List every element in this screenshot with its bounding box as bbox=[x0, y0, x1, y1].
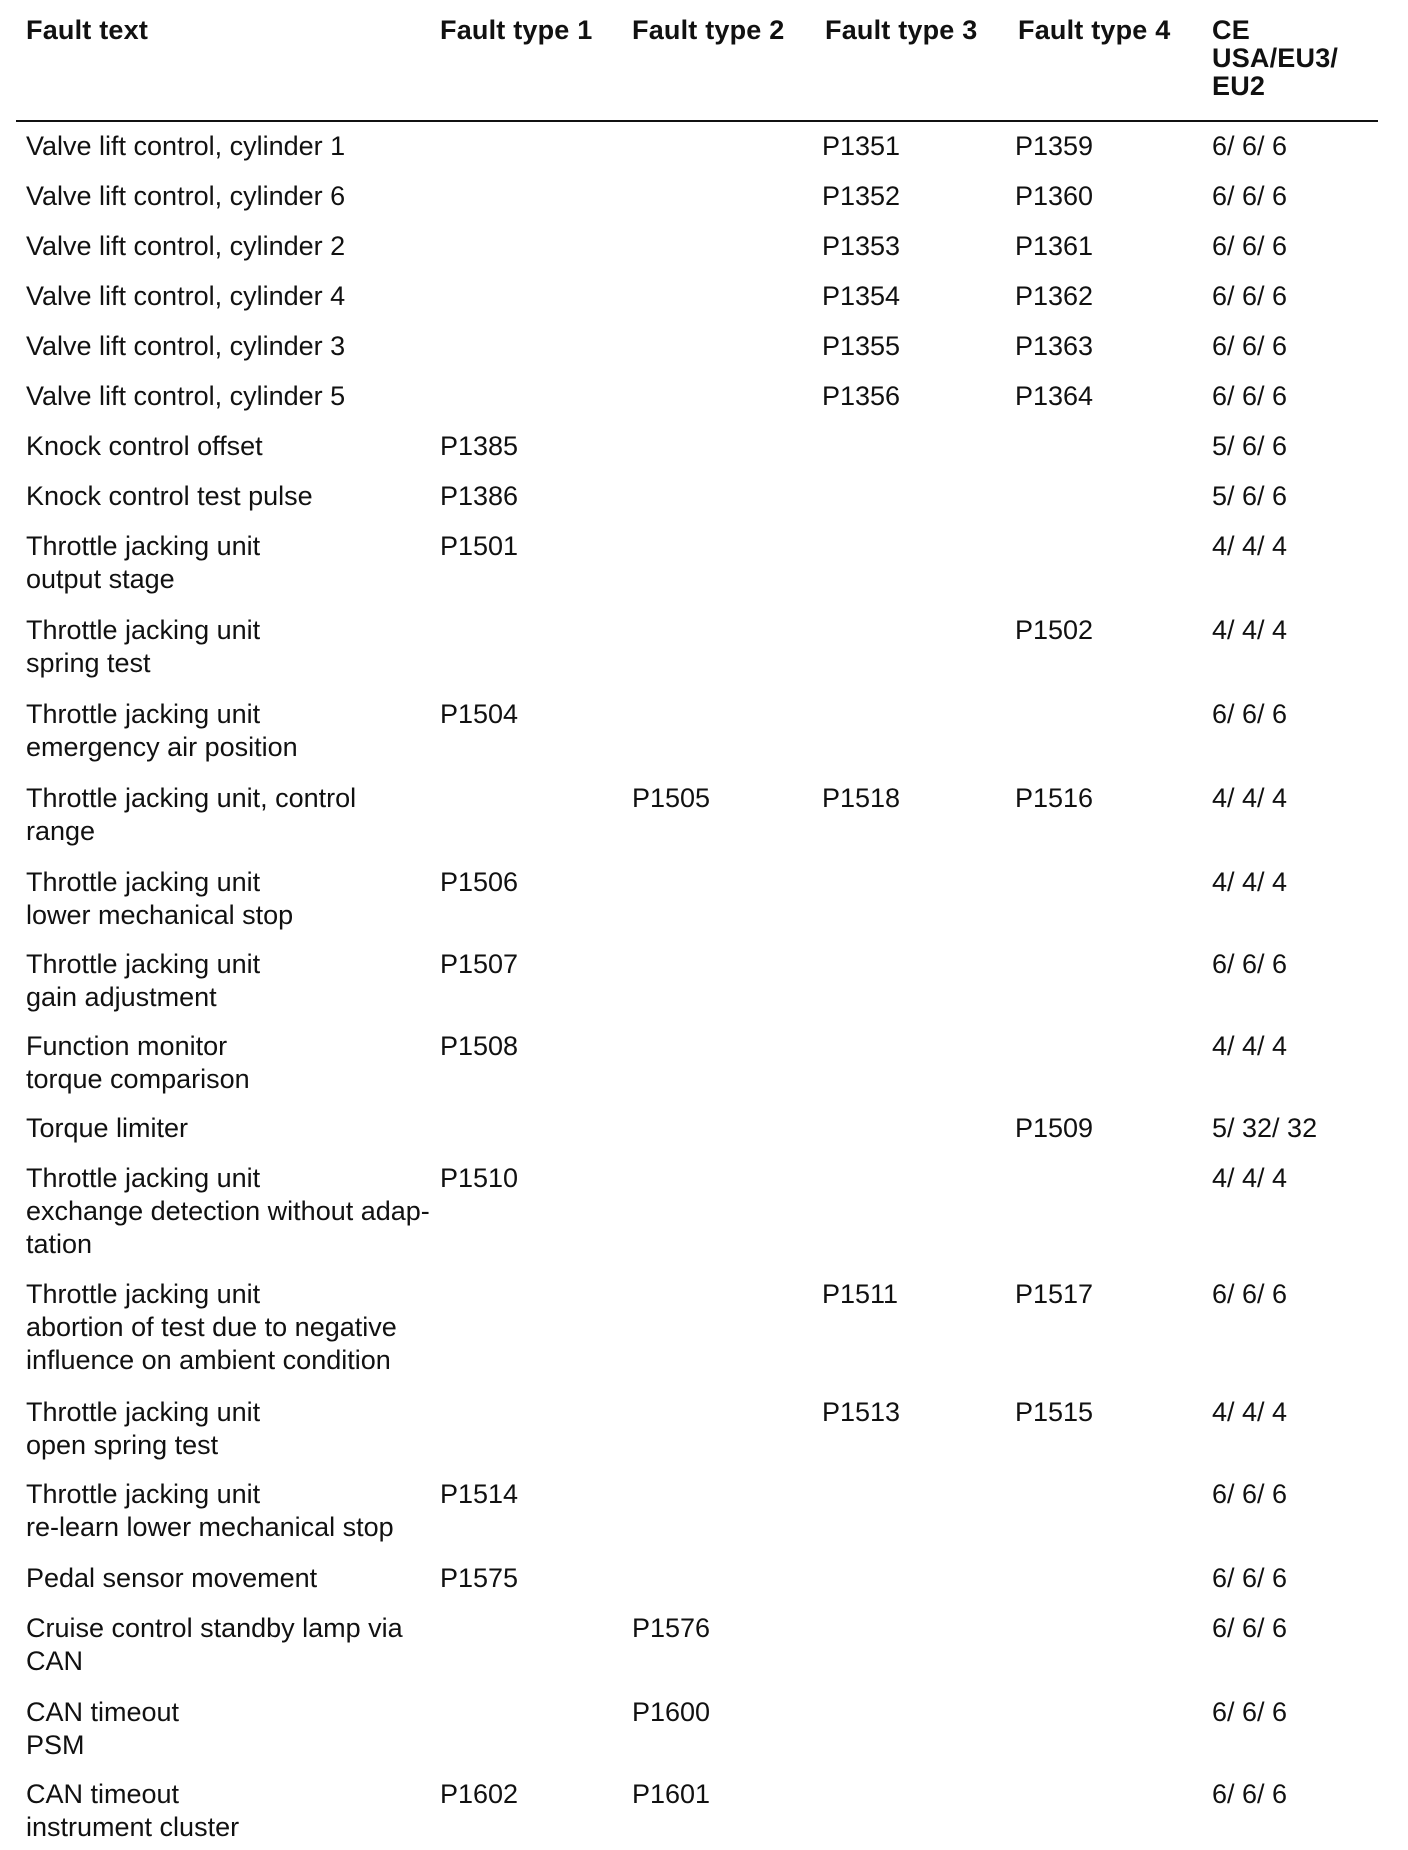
fault-text-cell bbox=[26, 230, 345, 263]
fault-text-line: CAN bbox=[26, 1646, 84, 1676]
fault-type-4-cell: P1362 bbox=[1015, 281, 1094, 311]
fault-text-line: gain adjustment bbox=[26, 982, 217, 1012]
fault-text-cell bbox=[26, 530, 260, 596]
fault-text-cell bbox=[26, 866, 293, 932]
fault-text-line: Valve lift control, cylinder 3 bbox=[26, 331, 346, 361]
fault-type-3-cell: P1511 bbox=[822, 1279, 899, 1309]
fault-text-line: emergency air position bbox=[26, 732, 298, 762]
header-ce-line-3: EU2 bbox=[1212, 71, 1266, 101]
fault-text-line: Function monitor bbox=[26, 1031, 228, 1061]
fault-text-line: Valve lift control, cylinder 5 bbox=[26, 381, 346, 411]
fault-text-line: instrument cluster bbox=[26, 1812, 240, 1842]
fault-type-1-cell: P1514 bbox=[440, 1479, 519, 1509]
fault-text-line: Pedal sensor movement bbox=[26, 1563, 318, 1593]
ce-value-cell: 4/ 4/ 4 bbox=[1212, 783, 1288, 813]
fault-type-1-cell: P1602 bbox=[440, 1779, 519, 1809]
ce-value-cell: 5/ 32/ 32 bbox=[1212, 1113, 1318, 1143]
fault-text-cell bbox=[26, 1030, 250, 1096]
fault-type-1-cell: P1501 bbox=[440, 531, 519, 561]
ce-value-cell: 6/ 6/ 6 bbox=[1212, 949, 1288, 979]
fault-text-line: Throttle jacking unit bbox=[26, 615, 261, 645]
fault-type-4-cell: P1359 bbox=[1015, 131, 1094, 161]
header-ce-line-2: USA/EU3/ bbox=[1212, 43, 1339, 73]
fault-text-cell bbox=[26, 782, 356, 848]
header-divider bbox=[16, 120, 1378, 122]
ce-value-cell: 4/ 4/ 4 bbox=[1212, 1397, 1288, 1427]
fault-text-line: PSM bbox=[26, 1730, 85, 1760]
fault-type-1-cell: P1510 bbox=[440, 1163, 519, 1193]
fault-type-1-cell: P1385 bbox=[440, 431, 519, 461]
fault-text-line: Throttle jacking unit bbox=[26, 867, 261, 897]
fault-text-line: Knock control test pulse bbox=[26, 481, 313, 511]
fault-type-4-cell: P1509 bbox=[1015, 1113, 1094, 1143]
fault-type-4-cell: P1361 bbox=[1015, 231, 1094, 261]
fault-type-2-cell: P1576 bbox=[632, 1613, 711, 1643]
ce-value-cell: 6/ 6/ 6 bbox=[1212, 131, 1288, 161]
header-fault-type-4: Fault type 4 bbox=[1018, 15, 1171, 45]
header-fault-type-2: Fault type 2 bbox=[632, 15, 785, 45]
ce-value-cell: 6/ 6/ 6 bbox=[1212, 331, 1288, 361]
fault-text-line: exchange detection without adap- bbox=[26, 1196, 430, 1226]
ce-value-cell: 4/ 4/ 4 bbox=[1212, 1163, 1288, 1193]
fault-type-4-cell: P1363 bbox=[1015, 331, 1094, 361]
fault-text-line: Valve lift control, cylinder 1 bbox=[26, 131, 346, 161]
fault-type-4-cell: P1515 bbox=[1015, 1397, 1094, 1427]
ce-value-cell: 6/ 6/ 6 bbox=[1212, 1613, 1288, 1643]
ce-value-cell: 6/ 6/ 6 bbox=[1212, 1779, 1288, 1809]
fault-type-3-cell: P1351 bbox=[822, 131, 901, 161]
fault-text-cell bbox=[26, 330, 345, 363]
fault-type-1-cell: P1506 bbox=[440, 867, 519, 897]
header-fault-type-1: Fault type 1 bbox=[440, 15, 593, 45]
fault-text-line: Throttle jacking unit bbox=[26, 699, 261, 729]
ce-value-cell: 6/ 6/ 6 bbox=[1212, 381, 1288, 411]
fault-text-line: Knock control offset bbox=[26, 431, 263, 461]
fault-type-1-cell: P1504 bbox=[440, 699, 519, 729]
fault-text-line: Valve lift control, cylinder 2 bbox=[26, 231, 346, 261]
fault-text-cell bbox=[26, 698, 298, 764]
fault-text-cell bbox=[26, 130, 345, 163]
fault-type-4-cell: P1364 bbox=[1015, 381, 1094, 411]
header-fault-text: Fault text bbox=[26, 15, 149, 45]
fault-text-line: influence on ambient condition bbox=[26, 1345, 391, 1375]
fault-text-line: CAN timeout bbox=[26, 1697, 180, 1727]
fault-text-cell bbox=[26, 1478, 394, 1544]
fault-text-cell bbox=[26, 280, 345, 313]
ce-value-cell: 6/ 6/ 6 bbox=[1212, 1697, 1288, 1727]
header-ce-line-1: CE bbox=[1212, 15, 1250, 45]
fault-type-3-cell: P1356 bbox=[822, 381, 901, 411]
fault-type-4-cell: P1516 bbox=[1015, 783, 1094, 813]
ce-value-cell: 4/ 4/ 4 bbox=[1212, 615, 1288, 645]
fault-text-line: output stage bbox=[26, 564, 175, 594]
fault-text-cell bbox=[26, 180, 345, 213]
fault-type-3-cell: P1355 bbox=[822, 331, 901, 361]
ce-value-cell: 6/ 6/ 6 bbox=[1212, 699, 1288, 729]
fault-text-line: abortion of test due to negative bbox=[26, 1312, 397, 1342]
fault-text-line: Throttle jacking unit, control bbox=[26, 783, 357, 813]
ce-value-cell: 4/ 4/ 4 bbox=[1212, 1031, 1288, 1061]
ce-value-cell: 6/ 6/ 6 bbox=[1212, 281, 1288, 311]
fault-text-line: range bbox=[26, 816, 96, 846]
ce-value-cell: 6/ 6/ 6 bbox=[1212, 1279, 1288, 1309]
header-ce-column bbox=[1212, 16, 1338, 100]
fault-text-cell bbox=[26, 948, 260, 1014]
fault-text-cell bbox=[26, 430, 263, 463]
fault-text-line: Throttle jacking unit bbox=[26, 949, 261, 979]
fault-type-2-cell: P1505 bbox=[632, 783, 711, 813]
fault-text-cell bbox=[26, 1396, 260, 1462]
fault-text-cell bbox=[26, 1778, 239, 1844]
fault-text-cell bbox=[26, 380, 345, 413]
fault-type-3-cell: P1352 bbox=[822, 181, 901, 211]
fault-type-3-cell: P1354 bbox=[822, 281, 901, 311]
ce-value-cell: 6/ 6/ 6 bbox=[1212, 1479, 1288, 1509]
fault-text-cell bbox=[26, 480, 313, 513]
fault-text-line: Throttle jacking unit bbox=[26, 1279, 261, 1309]
fault-text-line: tation bbox=[26, 1229, 93, 1259]
fault-type-2-cell: P1601 bbox=[632, 1779, 711, 1809]
fault-type-1-cell: P1507 bbox=[440, 949, 519, 979]
ce-value-cell: 6/ 6/ 6 bbox=[1212, 181, 1288, 211]
fault-text-cell bbox=[26, 1612, 403, 1678]
ce-value-cell: 6/ 6/ 6 bbox=[1212, 231, 1288, 261]
fault-type-1-cell: P1386 bbox=[440, 481, 519, 511]
ce-value-cell: 5/ 6/ 6 bbox=[1212, 481, 1288, 511]
fault-text-cell bbox=[26, 1278, 397, 1377]
fault-text-line: Throttle jacking unit bbox=[26, 1397, 261, 1427]
ce-value-cell: 4/ 4/ 4 bbox=[1212, 867, 1288, 897]
fault-text-cell bbox=[26, 1162, 430, 1261]
fault-text-cell bbox=[26, 1112, 188, 1145]
fault-type-3-cell: P1513 bbox=[822, 1397, 901, 1427]
fault-text-line: spring test bbox=[26, 648, 151, 678]
fault-type-3-cell: P1518 bbox=[822, 783, 901, 813]
ce-value-cell: 5/ 6/ 6 bbox=[1212, 431, 1288, 461]
fault-text-line: CAN timeout bbox=[26, 1779, 180, 1809]
ce-value-cell: 4/ 4/ 4 bbox=[1212, 531, 1288, 561]
fault-text-line: Throttle jacking unit bbox=[26, 1479, 261, 1509]
fault-text-line: lower mechanical stop bbox=[26, 900, 294, 930]
fault-text-line: Torque limiter bbox=[26, 1113, 189, 1143]
fault-type-1-cell: P1575 bbox=[440, 1563, 519, 1593]
fault-text-line: open spring test bbox=[26, 1430, 219, 1460]
fault-text-line: Valve lift control, cylinder 4 bbox=[26, 281, 346, 311]
fault-text-cell bbox=[26, 1696, 179, 1762]
fault-text-line: Throttle jacking unit bbox=[26, 531, 261, 561]
fault-type-4-cell: P1360 bbox=[1015, 181, 1094, 211]
header-fault-type-3: Fault type 3 bbox=[825, 15, 978, 45]
fault-text-cell bbox=[26, 1562, 317, 1595]
fault-type-4-cell: P1502 bbox=[1015, 615, 1094, 645]
ce-value-cell: 6/ 6/ 6 bbox=[1212, 1563, 1288, 1593]
fault-text-cell bbox=[26, 614, 260, 680]
fault-text-line: Throttle jacking unit bbox=[26, 1163, 261, 1193]
fault-text-line: Cruise control standby lamp via bbox=[26, 1613, 403, 1643]
fault-text-line: torque comparison bbox=[26, 1064, 250, 1094]
fault-type-1-cell: P1508 bbox=[440, 1031, 519, 1061]
fault-type-2-cell: P1600 bbox=[632, 1697, 711, 1727]
fault-text-line: Valve lift control, cylinder 6 bbox=[26, 181, 346, 211]
fault-text-line: re-learn lower mechanical stop bbox=[26, 1512, 394, 1542]
fault-type-3-cell: P1353 bbox=[822, 231, 901, 261]
fault-type-4-cell: P1517 bbox=[1015, 1279, 1094, 1309]
